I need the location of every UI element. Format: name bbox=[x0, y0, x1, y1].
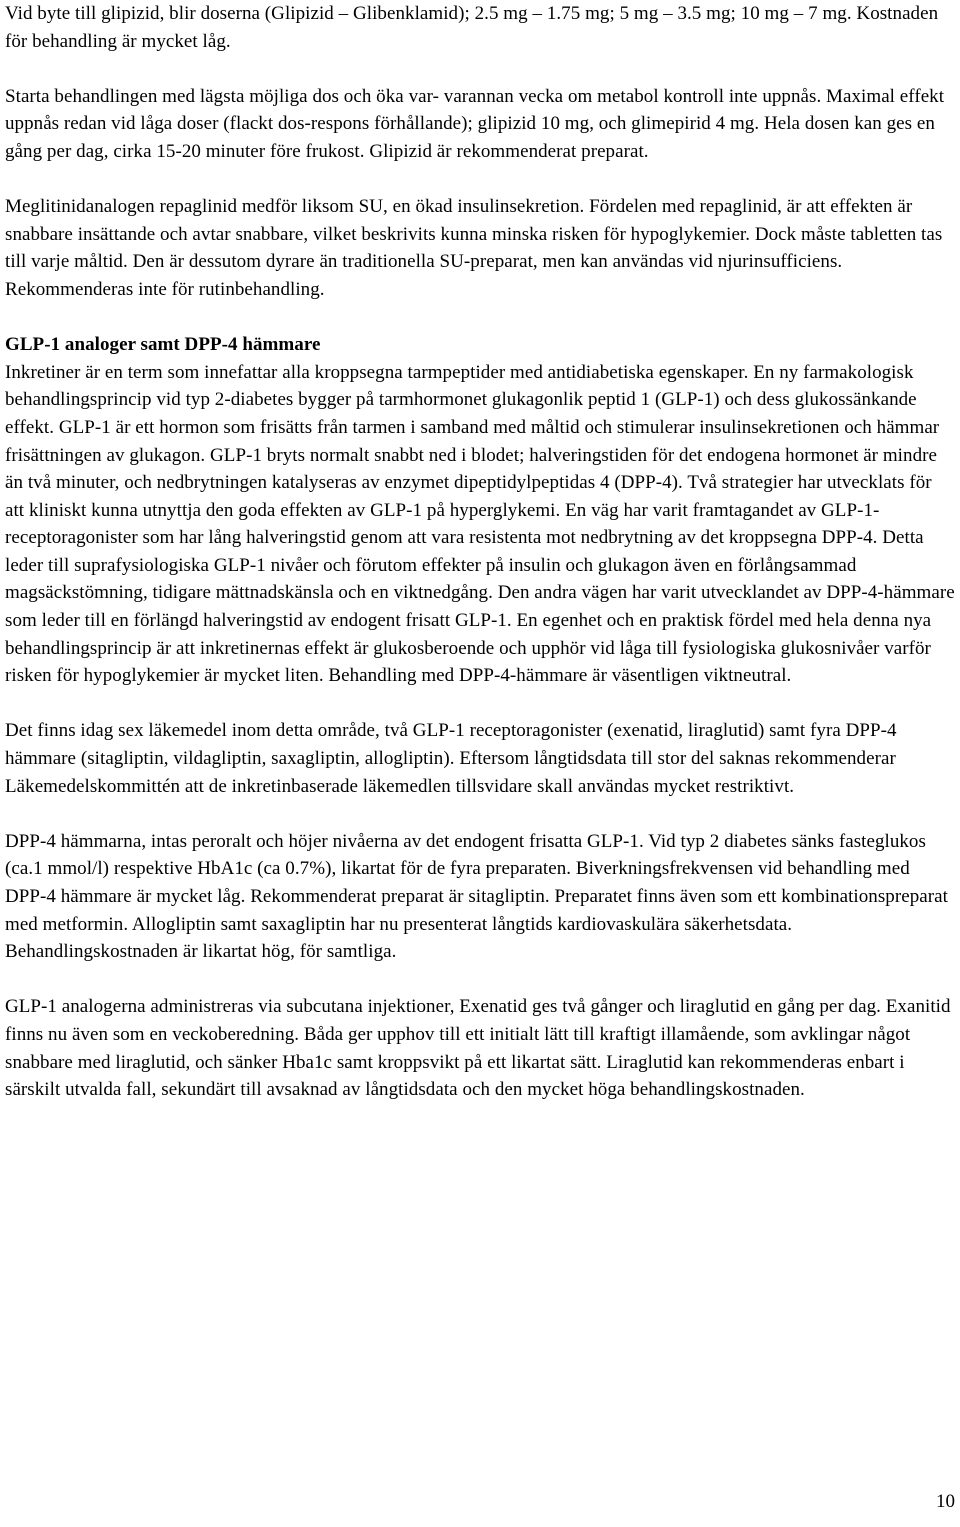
paragraph-dpp4-inhibitors: DPP-4 hämmarna, intas peroralt och höjer nivåerna av det endogent frisatta GLP-1. Vid typ 2 diabetes sänks fasteglukos (ca.1 mmol/l) respektive HbA1c (ca 0.7%), likartat för de fyra preparaten. Biverkningsfrekvensen vid behandling med DPP-4 hämmare är mycket låg. Rekommenderat preparat är sitagliptin. Preparatet finns även som ett kombinationspreparat med metformin. Allogliptin samt saxagliptin har nu presenterat långtids kardiovaskulära säkerhetsdata. Behandlingskostnaden är likartat hög, för samtliga. bbox=[5, 830, 948, 963]
paragraph-gap bbox=[5, 55, 955, 83]
paragraph-gap bbox=[5, 166, 955, 194]
paragraph-repaglinid: Meglitinidanalogen repaglinid medför liksom SU, en ökad insulinsekretion. Fördelen med repaglinid, är att effekten är snabbare insättande och avtar snabbare, vilket beskrivits kunna minska risken för hypoglykemier. Dock måste tabletten tas till varje måltid. Den är dessutom dyrare än traditionella SU-preparat, men kan användas vid njurinsufficiens. Rekommenderas inte för rutinbehandling. bbox=[5, 196, 943, 300]
page-number: 10 bbox=[936, 1491, 955, 1512]
paragraph-gap bbox=[5, 304, 955, 332]
paragraph-glipizid-switch: Vid byte till glipizid, blir doserna (Glipizid – Glibenklamid); 2.5 mg – 1.75 mg; 5 mg – 3.5 mg; 10 mg – 7 mg. Kostnaden för behandling är mycket låg. bbox=[5, 3, 939, 52]
paragraph-glp1-analogues: GLP-1 analogerna administreras via subcutana injektioner, Exenatid ges två gånger och liraglutid en gång per dag. Exanitid finns nu även som en veckoberedning. Båda ger upphov till ett initialt lätt till kraftigt illamående, som avklingar något snabbare med liraglutid, och sänker Hba1c samt kroppsvikt på ett likartat sätt. Liraglutid kan rekommenderas enbart i särskilt utvalda fall, sekundärt till avsaknad av långtidsdata och den mycket höga behandlingskostnaden. bbox=[5, 996, 951, 1101]
paragraph-treatment-start: Starta behandlingen med lägsta möjliga dos och öka var- varannan vecka om metabol kontroll inte uppnås. Maximal effekt uppnås redan vid låga doser (flackt dos-respons förhållande); glipizid 10 mg, och glimepirid 4 mg. Hela dosen kan ges en gång per dag, cirka 15-20 minuter före frukost. Glipizid är rekommenderat preparat. bbox=[5, 85, 945, 162]
section-heading-glp1-dpp4: GLP-1 analoger samt DPP-4 hämmare bbox=[5, 334, 321, 356]
paragraph-gap bbox=[5, 800, 955, 828]
paragraph-six-drugs: Det finns idag sex läkemedel inom detta område, två GLP-1 receptoragonister (exenatid, liraglutid) samt fyra DPP-4 hämmare (sitagliptin, vildagliptin, saxagliptin, allogliptin). Eftersom långtidsdata till stor del saknas rekommenderar Läkemedelskommittén att de inkretinbaserade läkemedlen tillsvidare skall användas mycket restriktivt. bbox=[5, 720, 897, 797]
paragraph-gap bbox=[5, 966, 955, 994]
paragraph-gap bbox=[5, 690, 955, 718]
paragraph-inkretiner: Inkretiner är en term som innefattar alla kroppsegna tarmpeptider med antidiabetiska egenskaper. En ny farmakologisk behandlingsprincip vid typ 2-diabetes bygger på tarmhormonet glukagonlik peptid 1 (GLP-1) och dess glukossänkande effekt. GLP-1 är ett hormon som frisätts från tarmen i samband med måltid och stimulerar insulinsekretionen och hämmar frisättningen av glukagon. GLP-1 bryts normalt snabbt ned i blodet; halveringstiden för det endogena hormonet är mindre än två minuter, och nedbrytningen katalyseras av enzymet dipeptidylpeptidas 4 (DPP-4). Två strategier har utvecklats för att kliniskt kunna utnyttja den goda effekten av GLP-1 på hyperglykemi. En väg har varit framtagandet av GLP-1-receptoragonister som har lång halveringstid genom att vara resistenta mot nedbrytning av det kroppsegna DPP-4. Detta leder till suprafysiologiska GLP-1 nivåer och förutom effekter på insulin och glukagon även en förlångsammad magsäckstömning, tidigare mättnadskänsla och en viktnedgång. Den andra vägen har varit utvecklandet av DPP-4-hämmare som leder till en förlängd halveringstid av endogent frisatt GLP-1. En egenhet och en praktisk fördel med hela denna nya behandlingsprincip är att inkretinernas effekt är glukosberoende och upphör vid låga till fysiologiska glukosnivåer varför risken för hypoglykemier är mycket liten. Behandling med DPP-4-hämmare är väsentligen viktneutral. bbox=[5, 361, 955, 687]
document-page bbox=[5, 0, 955, 1104]
